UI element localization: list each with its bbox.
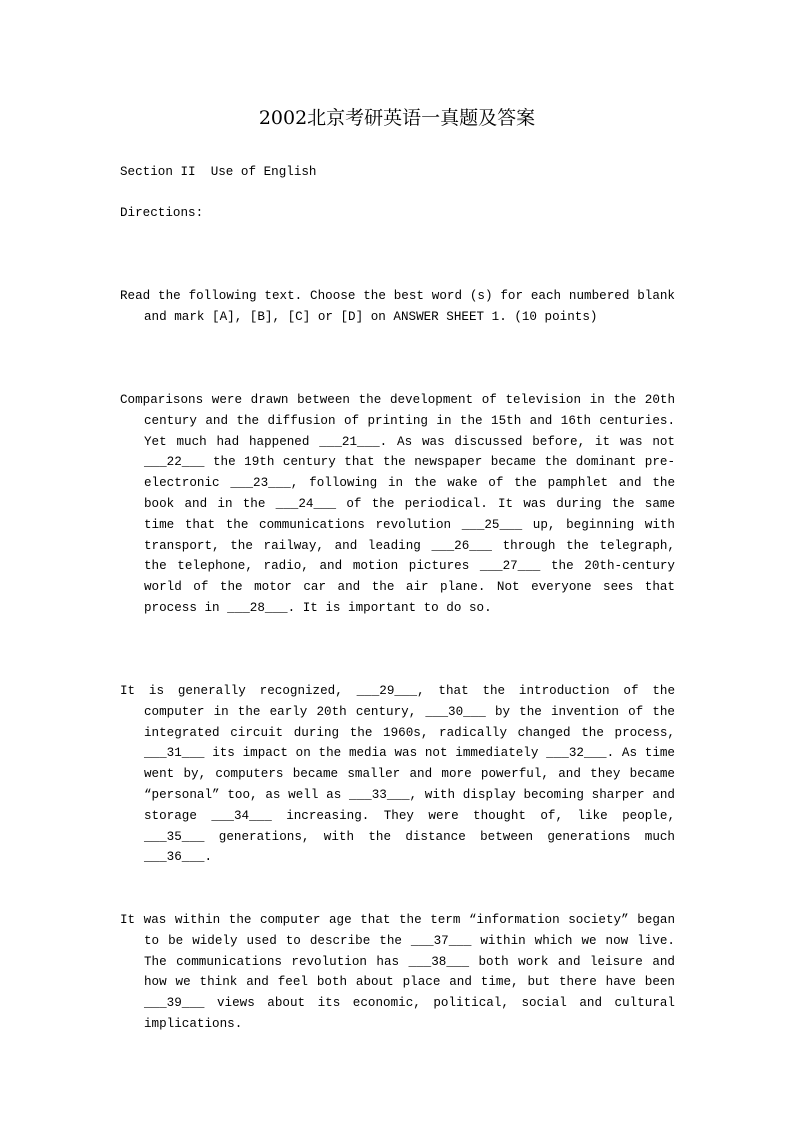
passage-paragraph-3: It was within the computer age that the term “information society” began to be widely used to describe the ___37___ within which we now live. The communications revolution has ___38___ both work and leisure and how we think and feel both about place and time, but there have been ___39___ views about its economic, political, social and cultural implications.: [120, 913, 675, 1031]
page-title: 2002北京考研英语一真题及答案: [258, 107, 536, 129]
directions-paragraph: Read the following text. Choose the best word (s) for each numbered blank and mark [A], [B], [C] or [D] on ANSWER SHEET 1. (10 points): [120, 289, 675, 324]
passage-paragraph-1: Comparisons were drawn between the development of television in the 20th century and the diffusion of printing in the 15th and 16th centuries. Yet much had happened ___21___. As was discussed before, it was not ___22___ the 19th century that the newspaper became the dominant pre-electronic ___23___, following in the wake of the pamphlet and the book and in the ___24___ of the periodical. It was during the same time that the communications revolution ___25___ up, beginning with transport, the railway, and leading ___26___ through the telegraph, the telephone, radio, and motion pictures ___27___ the 20th-century world of the motor car and the air plane. Not everyone sees that process in ___28___. It is important to do so.: [120, 393, 675, 615]
directions-label: Directions:: [120, 206, 204, 220]
section-heading: Section II Use of English: [120, 165, 317, 179]
passage-paragraph-2: It is generally recognized, ___29___, that the introduction of the computer in the early 20th century, ___30___ by the invention of the integrated circuit during the 1960s, radically changed the process, ___31___ its impact on the media was not immediately ___32___. As time went by, computers became smaller and more powerful, and they became “personal” too, as well as ___33___, with display becoming sharper and storage ___34___ increasing. They were thought of, like people, ___35___ generations, with the distance between generations much ___36___.: [120, 684, 675, 865]
